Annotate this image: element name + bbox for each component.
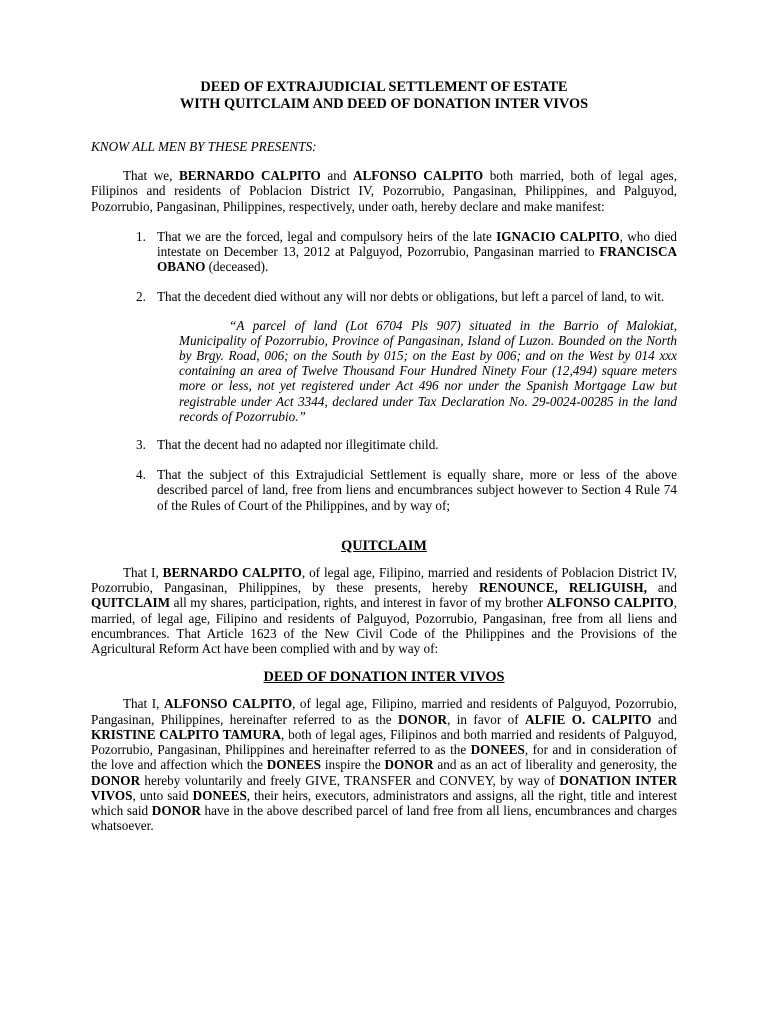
donation-heading: DEED OF DONATION INTER VIVOS: [263, 669, 505, 686]
emphasis-text: DONOR: [151, 802, 201, 818]
spouse-name: FRANCISCA OBANO: [157, 244, 677, 275]
emphasis-text: DONATION INTER VIVOS: [91, 772, 677, 803]
list-item-text: That the subject of this Extrajudicial Settlement is equally share, more or less of the above described parcel of land, free from liens and encumbrances subject however to Section 4 Rule 74 of the Rules of Court of the Philippines, and by way of;: [157, 467, 677, 513]
emphasis-text: DONOR: [384, 757, 434, 773]
document-title: [91, 79, 677, 112]
list-item-text: That the decent had no adapted nor illegitimate child.: [157, 437, 439, 453]
list-item-number: 2.: [136, 289, 146, 305]
party-name: BERNARDO CALPITO: [178, 168, 321, 184]
emphasis-text: DONOR: [91, 772, 141, 788]
quitclaim-heading: QUITCLAIM: [341, 537, 427, 554]
emphasis-text: RENOUNCE, RELIGUISH,: [479, 580, 647, 596]
decedent-name: IGNACIO CALPITO: [496, 228, 620, 244]
party-name: BERNARDO CALPITO: [162, 565, 302, 581]
intro-paragraph: That we, BERNARDO CALPITO and ALFONSO CALPITO both married, both of legal ages, Filipinos and residents of Poblacion District IV, Pozorrubio, Pangasinan, Philippines, and Palguyod, Pozorrubio, Pangasinan, Philippines, respectively, under oath, hereby declare and make manifest:: [91, 168, 677, 214]
emphasis-text: DONOR: [397, 711, 448, 727]
emphasis-text: DONEES: [266, 757, 322, 773]
preamble: KNOW ALL MEN BY THESE PRESENTS:: [91, 139, 317, 154]
land-description-quote: “A parcel of land (Lot 6704 Pls 907) situated in the Barrio of Malokiat, Municipality of Pozorrubio, Province of Pangasinan, Island of Luzon. Bounded on the North by Brgy. Road, 006; on the South by 015; on the East by 006; and on the West by 014 xxx containing an area of Twelve Thousand Four Hundred Ninety Four (12,494) square meters more or less, not yet registered under Act 496 nor under the Spanish Mortgage Law but registrable under Act 3344, declared under Tax Declaration No. 29-0024-00285 in the land records of Pozorrubio.”: [179, 317, 677, 424]
title-line-1: DEED OF EXTRAJUDICIAL SETTLEMENT OF ESTATE: [200, 79, 568, 95]
list-item-number: 1.: [136, 228, 146, 244]
party-name: ALFIE O. CALPITO: [525, 711, 652, 727]
list-item: [91, 289, 677, 304]
party-name: ALFONSO CALPITO: [163, 696, 293, 712]
title-line-2: WITH QUITCLAIM AND DEED OF DONATION INTER VIVOS: [179, 95, 589, 112]
party-name: ALFONSO CALPITO: [546, 595, 674, 611]
emphasis-text: QUITCLAIM: [91, 595, 171, 611]
party-name: ALFONSO CALPITO: [352, 168, 484, 184]
list-item-number: 3.: [136, 437, 146, 453]
party-name: KRISTINE CALPITO TAMURA: [91, 726, 282, 742]
list-item: 1. That we are the forced, legal and compulsory heirs of the late IGNACIO CALPITO, who died intestate on December 13, 2012 at Palguyod, Pozorrubio, Pangasinan married to FRANCISCA OBANO (deceased).: [136, 228, 677, 275]
list-item-text: That the decedent died without any will nor debts or obligations, but left a parcel of land, to wit.: [157, 289, 665, 305]
list-item-number: 4.: [136, 467, 146, 483]
list-item: [91, 467, 677, 513]
emphasis-text: DONEES: [470, 742, 525, 758]
donation-paragraph: That I, ALFONSO CALPITO, of legal age, Filipino, married and residents of Palguyod, Pozorrubio, Pangasinan, Philippines, hereinafter referred to as the DONOR, in favor of ALFIE O. CALPITO and KRISTINE CALPITO TAMURA, both of legal ages, Filipinos and both married and residents of Palguyod, Pozorrubio, Pangasinan, Philippines and hereinafter referred to as the DONEES, for and in consideration of the love and affection which the DONEES inspire the DONOR and as an act of liberality and generosity, the DONOR hereby voluntarily and freely GIVE, TRANSFER and CONVEY, by way of DONATION INTER VIVOS, unto said DONEES, their heirs, executors, administrators and assigns, all the right, title and interest which said DONOR have in the above described parcel of land free from all liens, encumbrances and charges whatsoever.: [91, 696, 678, 834]
declaration-list: [91, 229, 677, 305]
quitclaim-paragraph: That I, BERNARDO CALPITO, of legal age, Filipino, married and residents of Poblacion District IV, Pozorrubio, Pangasinan, Philippines, by these presents, hereby RENOUNCE, RELIGUISH, and QUITCLAIM all my shares, participation, rights, and interest in favor of my brother ALFONSO CALPITO, married, of legal age, Filipino and residents of Palguyod, Pozorrubio, Pangasinan, free from all liens and encumbrances. That Article 1623 of the New Civil Code of the Philippines and the Provisions of the Agricultural Reform Act have been complied with and by way of:: [91, 565, 678, 657]
list-item: [91, 437, 677, 452]
emphasis-text: DONEES: [192, 787, 247, 803]
declaration-list-continued: [91, 437, 677, 513]
